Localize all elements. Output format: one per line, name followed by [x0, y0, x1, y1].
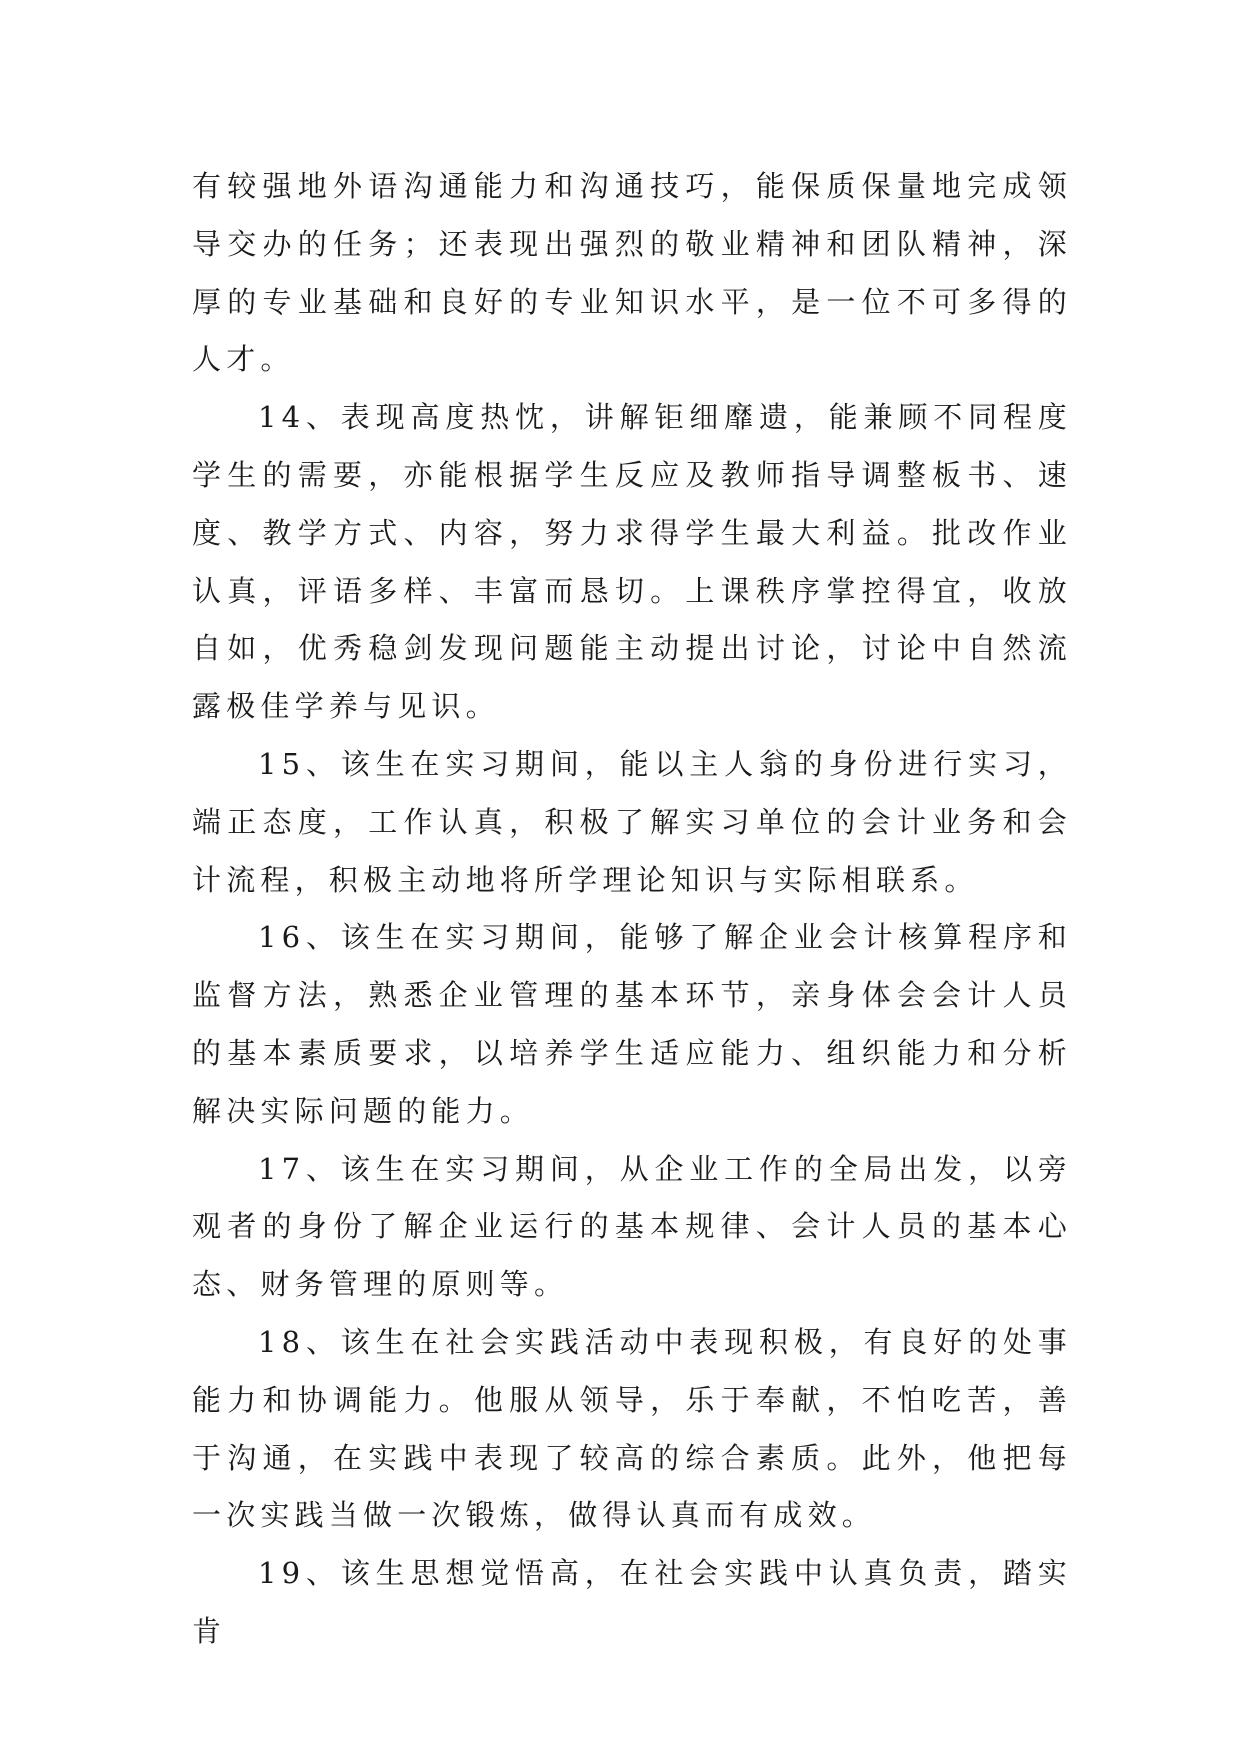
paragraph-item-15: 15、该生在实习期间，能以主人翁的身份进行实习，端正态度，工作认真，积极了解实习单位的会计业务和会计流程，积极主动地将所学理论知识与实际相联系。 [192, 746, 1072, 897]
paragraph-item-14: 14、表现高度热忱，讲解钜细靡遗，能兼顾不同程度学生的需要，亦能根据学生反应及教师指导调整板书、速度、教学方式、内容，努力求得学生最大利益。批改作业认真，评语多样、丰富而恳切。上课秩序掌控得宜，收放自如，优秀稳剑发现问题能主动提出讨论，讨论中自然流露极佳学养与见识。 [192, 400, 1072, 724]
paragraph-continuation: 有较强地外语沟通能力和沟通技巧，能保质保量地完成领导交办的任务；还表现出强烈的敬业精神和团队精神，深厚的专业基础和良好的专业知识水平，是一位不可多得的人才。 [192, 169, 1072, 377]
document-body [192, 158, 1072, 1661]
paragraph-item-18: 18、该生在社会实践活动中表现积极，有良好的处事能力和协调能力。他服从领导，乐于奉献，不怕吃苦，善于沟通，在实践中表现了较高的综合素质。此外，他把每一次实践当做一次锻炼，做得认真而有成效。 [192, 1324, 1072, 1533]
paragraph-item-17: 17、该生在实习期间，从企业工作的全局出发，以旁观者的身份了解企业运行的基本规律、会计人员的基本心态、财务管理的原则等。 [192, 1151, 1072, 1302]
paragraph-item-16: 16、该生在实习期间，能够了解企业会计核算程序和监督方法，熟悉企业管理的基本环节，亲身体会会计人员的基本素质要求，以培养学生适应能力、组织能力和分析解决实际问题的能力。 [192, 920, 1072, 1128]
paragraph-item-19: 19、该生思想觉悟高，在社会实践中认真负责，踏实肯 [192, 1556, 1072, 1648]
